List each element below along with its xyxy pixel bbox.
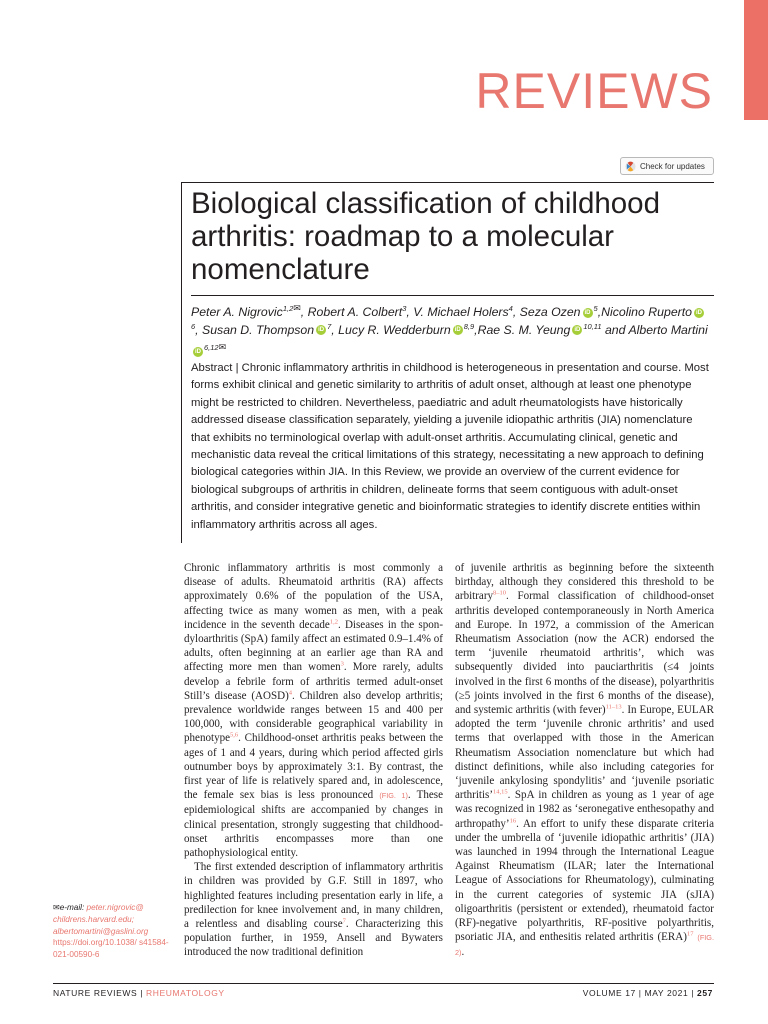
author-affiliation: 1,2 — [282, 304, 294, 313]
citation-ref[interactable]: 7 — [342, 917, 346, 925]
author-affiliation: 8,9 — [463, 321, 475, 331]
body-column-right — [455, 561, 714, 961]
author-name[interactable]: Susan D. Thompson — [202, 322, 315, 337]
body-text: . An effort to unify these disparate criteria under the umbrella of ‘juvenile idiopathic arthritis’ (JIA) was launched in 1994 through the International League Against Rheumatism (ILAR; later the International League of Associations for Rheumatology), culminating in the current categories of systemic JIA (sJIA) oligoarthritis (persistent or extended), rheumatoid factor (RF)-negative polyarthritis, RF-positive polyarthritis, psoriatic JIA, and enthesitis related arthritis (ERA) — [455, 817, 714, 944]
check-for-updates-label: Check for updates — [640, 161, 705, 171]
footer-journal — [53, 988, 225, 998]
body-text: . SpA in children as young as 1 year of age was recognized in 1982 as ‘seronegative enthesopathy and arthropathy’ — [455, 789, 714, 830]
author-list — [191, 300, 711, 361]
author-name[interactable]: Peter A. Nigrovic — [191, 305, 283, 320]
footer-issue — [583, 988, 713, 998]
author-affiliation: 3 — [402, 304, 407, 313]
author-affiliation: 6 — [191, 321, 196, 331]
body-text: . Children also develop arthritis; prevalence worldwide ranges between 15 and 400 per 100,000, with considerable geographical variability in phenotype — [184, 689, 443, 745]
orcid-icon[interactable]: iD — [454, 327, 461, 334]
section-color-tab — [744, 0, 768, 120]
body-text: Chronic inflammatory arthritis is most commonly a disease of adults. Rheumatoid arthritis (RA) affects approximately 0.6% of the population of the USA, affecting twice as many women as men, with a peak incidence in the seventh decade — [184, 562, 443, 631]
author-name[interactable]: Rae S. M. Yeung — [477, 322, 571, 337]
author-separator: , — [512, 305, 520, 320]
journal-name: NATURE REVIEWS | — [53, 988, 147, 998]
citation-ref[interactable]: 17 — [686, 930, 694, 938]
abstract — [191, 360, 714, 534]
citation-ref[interactable]: 3 — [340, 660, 344, 668]
title-frame-top-rule — [181, 182, 714, 183]
author-name[interactable]: Lucy R. Wedderburn — [338, 322, 451, 337]
body-text: . — [461, 946, 465, 959]
body-text: . Childhood-onset arthritis peaks between the ages of 1 and 4 years, during which period affected girls outnumber boys by approximately 3:1. By contrast, the first year of life is relatively spared and, in adolescence, the female sex bias is less pronounced — [184, 732, 443, 802]
author-affiliation: 10,11 — [583, 321, 602, 331]
body-paragraph — [455, 561, 714, 961]
email-addresses[interactable]: peter.nigrovic@ childrens.harvard.edu; albertomartini@gaslini.org — [53, 903, 149, 936]
citation-ref[interactable]: 5,6 — [230, 731, 239, 739]
author-separator: , — [331, 322, 339, 337]
body-paragraph — [184, 561, 443, 860]
body-text: . Formal classification of childhood-onset arthritis developed contemporaneously in North America and Europe. In 1972, a commission of the American Rheumatism Association (now the ACR) endorsed the term ‘juvenile rheumatoid arthritis’, which was subsequently divided into pauciarthritis (≤4 joints involved in the first 6 months of the disease), polyarthritis (≥5 joints involved in the first 6 months of the disease), and systemic arthritis (with fever) — [455, 590, 714, 717]
body-text: . Diseases in the spondyloarthritis (SpA) family affect an estimated 0.9–1.4% of adults, often beginning at an earlier age than RA and affecting more men than women — [184, 618, 443, 674]
author-separator: , — [406, 305, 414, 320]
citation-ref[interactable]: 4 — [288, 689, 293, 697]
author-affiliation: 4 — [508, 304, 513, 313]
citation-ref[interactable]: 1,2 — [329, 618, 338, 626]
figure-ref[interactable]: (FIG. 1) — [379, 791, 408, 801]
author-name[interactable]: Seza Ozen — [519, 305, 581, 320]
author-affiliation: 5 — [593, 304, 598, 313]
journal-subtitle: RHEUMATOLOGY — [146, 988, 225, 998]
footer-rule — [53, 983, 714, 984]
page-number: 257 — [697, 988, 713, 998]
body-text: . In Europe, EULAR adopted the term ‘juvenile chronic arthritis’ and used terms that overlapped with those in the American Rheumatism Association nomenclature but which had distinct definitions, while also including categories for ‘juvenile ankylosing spondylitis’ and ‘juvenile psoriatic arthritis’ — [455, 704, 715, 802]
body-text: The first extended description of inflammatory arthritis in children was provided by G.F. Still in 1897, who highlighted features including presentation early in life, a predilection for knee involvement and, in many children, a relentless and disabling course — [184, 861, 443, 931]
citation-ref[interactable]: 14,15 — [493, 788, 508, 796]
author-separator: and — [601, 322, 629, 337]
envelope-icon[interactable]: ✉ — [293, 303, 301, 313]
email-label: e-mail: — [59, 903, 87, 912]
author-name[interactable]: V. Michael Holers — [413, 305, 509, 320]
section-heading: REVIEWS — [475, 63, 713, 119]
doi-link[interactable]: https://doi.org/10.1038/ s41584-021-00590-6 — [53, 938, 169, 960]
body-text: . Characterizing this population further, in 1959, Ansell and Bywaters introduced the now traditional definition — [184, 918, 443, 959]
author-separator: , — [597, 305, 602, 320]
article-title: Biological classification of childhood arthritis: roadmap to a molecular nomenclature — [191, 187, 660, 286]
author-separator: , — [195, 322, 203, 337]
abstract-label: Abstract | — [191, 362, 242, 374]
check-for-updates-button[interactable] — [620, 157, 714, 175]
envelope-icon[interactable]: ✉ — [218, 342, 227, 353]
orcid-icon[interactable]: iD — [195, 349, 201, 356]
body-paragraph — [184, 860, 443, 959]
crossmark-icon — [625, 161, 636, 172]
orcid-icon[interactable]: iD — [584, 309, 591, 316]
citation-ref[interactable]: 11–13 — [605, 703, 622, 711]
body-column-left — [184, 561, 443, 960]
author-name[interactable]: Alberto Martini — [628, 322, 708, 337]
orcid-icon[interactable]: iD — [696, 309, 703, 316]
author-separator: , — [474, 322, 478, 337]
author-affiliation: 6,12 — [204, 343, 219, 353]
body-text: . These epidemiological shifts are accompanied by changes in clinical presentation, strongly suggesting that childhood-onset arthritis encompasses more than one pathophysiological entity. — [184, 789, 443, 860]
author-divider — [191, 295, 714, 296]
issue-info: VOLUME 17 | MAY 2021 | — [582, 988, 698, 998]
author-name[interactable]: Nicolino Ruperto — [601, 305, 693, 320]
orcid-icon[interactable]: iD — [574, 327, 581, 334]
abstract-text: Chronic inflammatory arthritis in childhood is heterogeneous in presentation and course. Most forms exhibit clinical and genetic similarity to arthritis of adult onset, although at least one phenotype might be restricted to children. Nevertheless, paediatric and adult rheumatologists have historically addressed disease classification separately, yielding a juvenile idiopathic arthritis (JIA) nomenclature that exhibits no terminological overlap with adult-onset arthritis. Accumulating clinical, genetic and mechanistic data reveal the critical limitations of this strategy, necessitating a new approach to defining biological categories within JIA. In this Review, we provide an overview of the current evidence for biological subgroups of arthritis in children, delineate forms that seem contiguous with adult-onset arthritis, and consider integrative genetic and bioinformatic strategies to identify discrete entities within inflammatory arthritis across all ages. — [191, 362, 709, 531]
body-text: . More rarely, adults develop a febrile form of arthritis termed adult-onset Still’s disease (AOSD) — [184, 661, 443, 702]
citation-ref[interactable]: 16 — [509, 816, 517, 824]
envelope-icon: ✉ — [53, 903, 60, 912]
figure-ref[interactable]: (FIG. 2) — [455, 933, 715, 958]
title-frame-vertical-rule — [181, 182, 182, 543]
correspondence-note — [53, 902, 178, 961]
author-affiliation: 7 — [327, 321, 332, 331]
citation-ref[interactable]: 8–10 — [493, 589, 507, 597]
orcid-icon[interactable]: iD — [318, 327, 325, 334]
body-text: of juvenile arthritis as beginning before the sixteenth birthday, although they considered this threshold to be arbitrary — [455, 562, 714, 603]
author-name[interactable]: Robert A. Colbert — [307, 305, 403, 320]
author-separator: , — [300, 305, 308, 320]
